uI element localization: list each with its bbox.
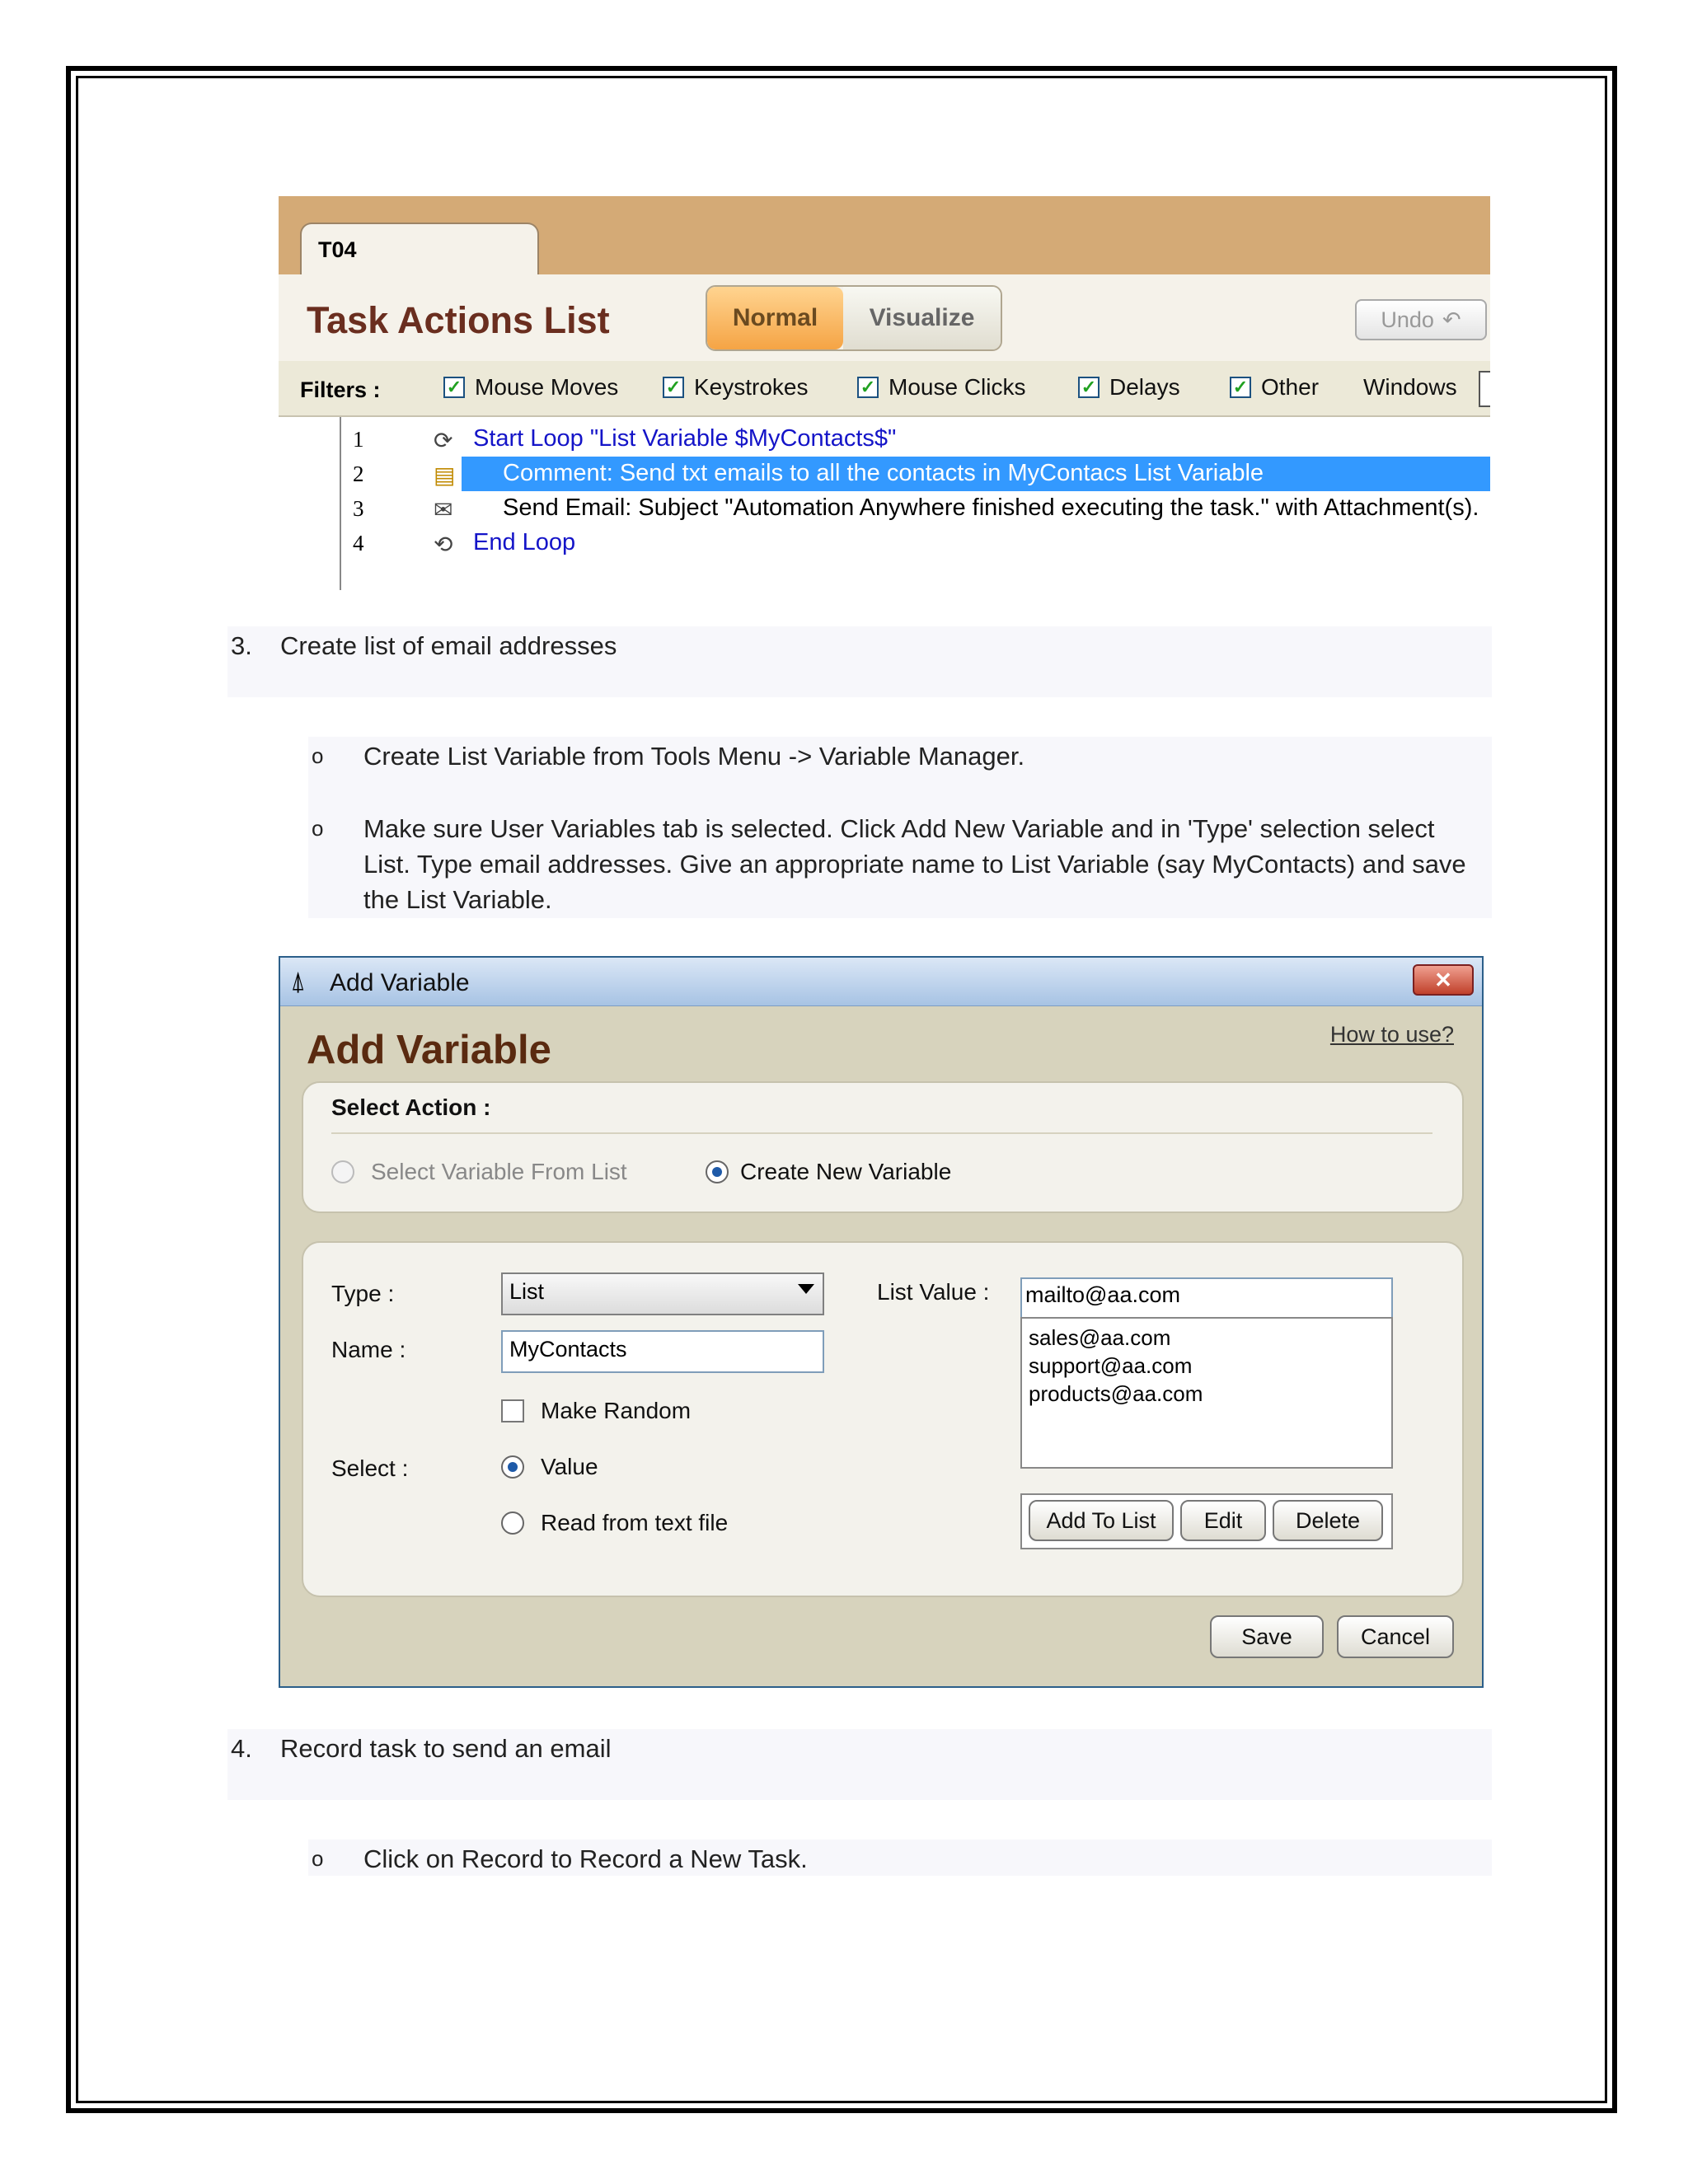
undo-arrow-icon: ↶ bbox=[1442, 307, 1461, 332]
dialog-heading: Add Variable bbox=[307, 1028, 551, 1072]
checkbox-checked-icon[interactable]: ✓ bbox=[1230, 377, 1251, 398]
filter-label: Other bbox=[1261, 374, 1320, 400]
step-number: 3. bbox=[231, 631, 252, 660]
close-icon: ✕ bbox=[1434, 967, 1452, 992]
action-row-4[interactable] bbox=[279, 526, 1490, 560]
how-to-use-link[interactable]: How to use? bbox=[1329, 1022, 1454, 1047]
action-text: End Loop bbox=[473, 529, 576, 555]
task-actions-list-screenshot bbox=[279, 196, 1490, 590]
select-label: Select : bbox=[331, 1455, 409, 1481]
filter-label: Delays bbox=[1109, 374, 1180, 400]
select-action-panel bbox=[302, 1081, 1464, 1213]
cancel-button[interactable]: Cancel bbox=[1337, 1615, 1454, 1658]
checkbox-checked-icon[interactable]: ✓ bbox=[857, 377, 879, 398]
visualize-view-button[interactable]: Visualize bbox=[843, 287, 1001, 349]
email-icon: ✉ bbox=[434, 497, 453, 523]
checkbox-checked-icon[interactable]: ✓ bbox=[1078, 377, 1100, 398]
name-input[interactable]: MyContacts bbox=[501, 1330, 824, 1373]
line-number: 4 bbox=[353, 531, 364, 555]
line-number: 2 bbox=[353, 462, 364, 486]
tab-t04[interactable]: T04 bbox=[300, 223, 539, 277]
task-actions-header bbox=[279, 274, 1490, 361]
select-action-label: Select Action : bbox=[331, 1094, 491, 1120]
bullet-text: Create List Variable from Tools Menu -> Variable Manager. bbox=[363, 742, 1025, 771]
action-text: Start Loop "List Variable $MyContacts$" bbox=[473, 425, 897, 452]
filters-bar bbox=[279, 363, 1490, 417]
variable-details-panel bbox=[302, 1241, 1464, 1597]
list-item[interactable]: sales@aa.com bbox=[1029, 1325, 1171, 1350]
read-from-file-label: Read from text file bbox=[541, 1510, 729, 1535]
list-value-input[interactable]: mailto@aa.com bbox=[1020, 1277, 1393, 1319]
type-value: List bbox=[509, 1279, 545, 1304]
checkbox-checked-icon[interactable]: ✓ bbox=[443, 377, 465, 398]
edit-button[interactable]: Edit bbox=[1180, 1500, 1266, 1541]
dialog-titlebar bbox=[280, 958, 1482, 1006]
filter-label: Keystrokes bbox=[694, 374, 809, 400]
value-radio[interactable] bbox=[501, 1455, 524, 1479]
list-item[interactable]: support@aa.com bbox=[1029, 1353, 1193, 1378]
add-to-list-button[interactable]: Add To List bbox=[1029, 1500, 1174, 1541]
bullet-marker: o bbox=[312, 1846, 324, 1871]
filter-mouse-moves[interactable] bbox=[443, 374, 618, 401]
dialog-window-title: Add Variable bbox=[330, 969, 470, 996]
filter-overflow-control[interactable] bbox=[1479, 371, 1490, 407]
action-text: Comment: Send txt emails to all the contacts in MyContacs List Variable bbox=[503, 460, 1264, 486]
filter-keystrokes[interactable] bbox=[663, 374, 809, 401]
bullet-marker: o bbox=[312, 743, 324, 768]
checkbox-checked-icon[interactable]: ✓ bbox=[663, 377, 684, 398]
normal-view-button[interactable]: Normal bbox=[707, 287, 843, 349]
step-text: Record task to send an email bbox=[280, 1734, 612, 1763]
filter-label: Mouse Clicks bbox=[889, 374, 1026, 400]
end-loop-icon: ⟲ bbox=[434, 532, 453, 557]
action-row-1[interactable] bbox=[279, 422, 1490, 457]
delete-button[interactable]: Delete bbox=[1273, 1500, 1383, 1541]
step-text: Create list of email addresses bbox=[280, 631, 617, 660]
create-new-variable-label: Create New Variable bbox=[740, 1159, 952, 1184]
filter-label: Mouse Moves bbox=[475, 374, 619, 400]
view-toggle bbox=[706, 285, 1002, 351]
type-label: Type : bbox=[331, 1281, 395, 1306]
app-logo-icon: ⍋ bbox=[290, 966, 307, 996]
create-new-variable-radio[interactable] bbox=[706, 1160, 729, 1183]
filter-other[interactable] bbox=[1230, 374, 1319, 401]
filter-mouse-clicks[interactable] bbox=[857, 374, 1025, 401]
list-value-label: List Value : bbox=[877, 1279, 990, 1305]
action-row-3[interactable] bbox=[279, 491, 1490, 526]
save-button[interactable]: Save bbox=[1210, 1615, 1324, 1658]
filter-windows[interactable] bbox=[1363, 374, 1457, 401]
action-text: Send Email: Subject "Automation Anywhere finished executing the task." with Attachment(s). bbox=[503, 494, 1479, 521]
step-number: 4. bbox=[231, 1734, 252, 1763]
filters-label: Filters : bbox=[300, 377, 381, 402]
undo-label: Undo bbox=[1381, 307, 1434, 332]
value-option-label: Value bbox=[541, 1454, 598, 1479]
actions-list bbox=[279, 417, 1490, 590]
task-actions-title: Task Actions List bbox=[307, 299, 610, 341]
loop-icon: ⟳ bbox=[434, 428, 453, 453]
bullet-marker: o bbox=[312, 816, 324, 841]
comment-icon: ▤ bbox=[434, 462, 456, 488]
list-values-box[interactable] bbox=[1020, 1317, 1393, 1469]
action-row-2[interactable] bbox=[279, 457, 1490, 491]
filter-delays[interactable] bbox=[1078, 374, 1180, 401]
undo-button[interactable] bbox=[1355, 299, 1487, 340]
close-button[interactable] bbox=[1413, 964, 1474, 996]
read-from-file-radio[interactable] bbox=[501, 1511, 524, 1535]
name-label: Name : bbox=[331, 1337, 406, 1362]
make-random-label: Make Random bbox=[541, 1398, 692, 1423]
divider bbox=[331, 1132, 1432, 1134]
select-from-list-radio[interactable] bbox=[331, 1160, 354, 1183]
chevron-down-icon bbox=[798, 1284, 814, 1294]
filter-label: Windows bbox=[1363, 374, 1457, 400]
make-random-checkbox[interactable] bbox=[501, 1399, 524, 1422]
bullet-text: Make sure User Variables tab is selected. Click Add New Variable and in 'Type' selection select List. Type email addresses. Give an appropriate name to List Variable (say MyContacts) and save the List Variable. bbox=[363, 814, 1466, 914]
select-from-list-label: Select Variable From List bbox=[371, 1159, 627, 1184]
line-number: 3 bbox=[353, 496, 364, 521]
add-variable-dialog bbox=[279, 956, 1484, 1688]
type-select[interactable] bbox=[501, 1272, 824, 1315]
bullet-text: Click on Record to Record a New Task. bbox=[363, 1844, 808, 1873]
line-number: 1 bbox=[353, 427, 364, 452]
list-item[interactable]: products@aa.com bbox=[1029, 1381, 1203, 1406]
